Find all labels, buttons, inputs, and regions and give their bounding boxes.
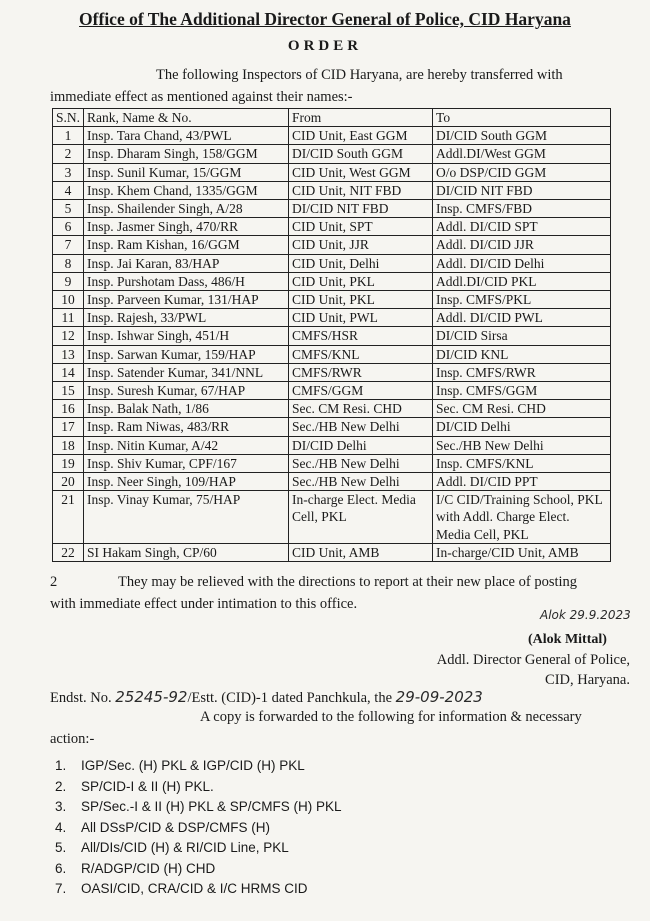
cell-name: Insp. Ram Kishan, 16/GGM xyxy=(84,236,289,254)
cell-from: CID Unit, Delhi xyxy=(289,254,433,272)
table-row xyxy=(53,291,611,309)
cell-to: Addl. DI/CID PPT xyxy=(433,473,611,491)
copy-forward-text xyxy=(50,706,620,750)
cell-to: Addl. DI/CID JJR xyxy=(433,236,611,254)
paragraph-number: 2 xyxy=(50,574,58,590)
table-row xyxy=(53,272,611,290)
cell-name: Insp. Jai Karan, 83/HAP xyxy=(84,254,289,272)
cell-name: Insp. Vinay Kumar, 75/HAP xyxy=(84,491,289,544)
list-item-number: 5. xyxy=(55,840,67,855)
office-title: Office of The Additional Director General of Police, CID Haryana xyxy=(79,9,571,29)
table-row xyxy=(53,543,611,561)
list-item xyxy=(55,879,342,900)
list-item xyxy=(55,756,342,777)
cell-to: Addl. DI/CID Delhi xyxy=(433,254,611,272)
signatory-designation xyxy=(0,650,630,690)
list-item xyxy=(55,818,342,839)
cell-sn: 1 xyxy=(53,127,84,145)
table-row xyxy=(53,181,611,199)
list-item-number: 2. xyxy=(55,778,67,794)
copy-line-1: A copy is forwarded to the following for information & necessary xyxy=(200,709,582,725)
cell-to: DI/CID South GGM xyxy=(433,127,611,145)
cell-from: CID Unit, East GGM xyxy=(289,127,433,145)
cell-name: Insp. Rajesh, 33/PWL xyxy=(84,309,289,327)
cell-from: CID Unit, JJR xyxy=(289,236,433,254)
cell-sn: 20 xyxy=(53,473,84,491)
table-row xyxy=(53,200,611,218)
designation-line-2: CID, Haryana. xyxy=(545,672,630,688)
table-row xyxy=(53,309,611,327)
header-sn: S.N. xyxy=(53,109,84,127)
cell-sn: 4 xyxy=(53,181,84,199)
cell-sn: 18 xyxy=(53,436,84,454)
table-row xyxy=(53,145,611,163)
cell-name: Insp. Purshotam Dass, 486/H xyxy=(84,272,289,290)
cell-from: CID Unit, NIT FBD xyxy=(289,181,433,199)
cell-from: In-charge Elect. Media Cell, PKL xyxy=(289,491,433,544)
cell-to: Sec./HB New Delhi xyxy=(433,436,611,454)
cell-to: DI/CID KNL xyxy=(433,345,611,363)
cell-from: CID Unit, PKL xyxy=(289,291,433,309)
cell-name: SI Hakam Singh, CP/60 xyxy=(84,543,289,561)
cell-from: DI/CID NIT FBD xyxy=(289,200,433,218)
cell-name: Insp. Suresh Kumar, 67/HAP xyxy=(84,382,289,400)
header-from: From xyxy=(289,109,433,127)
cell-to: Insp. CMFS/GGM xyxy=(433,382,611,400)
list-item-number: 1. xyxy=(55,758,67,773)
transfer-table xyxy=(52,108,611,562)
cell-to: Insp. CMFS/RWR xyxy=(433,363,611,381)
list-item-text: OASI/CID, CRA/CID & I/C HRMS CID xyxy=(81,881,308,896)
table-row xyxy=(53,436,611,454)
endorsement-line xyxy=(50,688,483,707)
cell-sn: 12 xyxy=(53,327,84,345)
cell-name: Insp. Ram Niwas, 483/RR xyxy=(84,418,289,436)
table-row xyxy=(53,127,611,145)
cell-to: Addl.DI/West GGM xyxy=(433,145,611,163)
table-row xyxy=(53,400,611,418)
intro-line-2: immediate effect as mentioned against their names:- xyxy=(50,89,353,105)
cell-from: CID Unit, PWL xyxy=(289,309,433,327)
cell-to: DI/CID NIT FBD xyxy=(433,181,611,199)
cell-name: Insp. Balak Nath, 1/86 xyxy=(84,400,289,418)
cell-to: I/C CID/Training School, PKL with Addl. Charge Elect. Media Cell, PKL xyxy=(433,491,611,544)
cell-to: In-charge/CID Unit, AMB xyxy=(433,543,611,561)
cell-from: CMFS/GGM xyxy=(289,382,433,400)
list-item-text: SP/CID-I & II (H) PKL. xyxy=(81,778,214,794)
cell-to: O/o DSP/CID GGM xyxy=(433,163,611,181)
cell-sn: 16 xyxy=(53,400,84,418)
cell-to: Addl. DI/CID SPT xyxy=(433,218,611,236)
cell-from: CID Unit, AMB xyxy=(289,543,433,561)
list-item-number: 3. xyxy=(55,799,67,814)
cell-from: CMFS/KNL xyxy=(289,345,433,363)
cell-to: Insp. CMFS/PKL xyxy=(433,291,611,309)
copy-line-2: action:- xyxy=(50,731,95,747)
cell-name: Insp. Sunil Kumar, 15/GGM xyxy=(84,163,289,181)
cell-from: CID Unit, PKL xyxy=(289,272,433,290)
endorsement-date: 29-09-2023 xyxy=(395,688,483,706)
cell-from: Sec./HB New Delhi xyxy=(289,473,433,491)
cell-sn: 2 xyxy=(53,145,84,163)
cell-sn: 17 xyxy=(53,418,84,436)
cell-sn: 3 xyxy=(53,163,84,181)
designation-line-1: Addl. Director General of Police, xyxy=(436,652,630,668)
list-item-number: 4. xyxy=(55,819,67,835)
list-item xyxy=(55,859,342,880)
cell-sn: 11 xyxy=(53,309,84,327)
table-row xyxy=(53,345,611,363)
list-item xyxy=(55,797,342,818)
paragraph-2-line-2: with immediate effect under intimation to this office. xyxy=(50,596,358,612)
cell-name: Insp. Neer Singh, 109/HAP xyxy=(84,473,289,491)
table-row xyxy=(53,382,611,400)
table-row xyxy=(53,454,611,472)
list-item-number: 7. xyxy=(55,881,67,896)
cell-from: CMFS/HSR xyxy=(289,327,433,345)
cell-from: DI/CID Delhi xyxy=(289,436,433,454)
cell-sn: 15 xyxy=(53,382,84,400)
cell-sn: 14 xyxy=(53,363,84,381)
cell-sn: 7 xyxy=(53,236,84,254)
endorsement-number: 25245-92 xyxy=(115,688,188,706)
list-item-text: All DSsP/CID & DSP/CMFS (H) xyxy=(81,819,271,835)
cell-name: Insp. Sarwan Kumar, 159/HAP xyxy=(84,345,289,363)
paragraph-2-line-1: They may be relieved with the directions to report at their new place of posting xyxy=(118,574,578,590)
table-row xyxy=(53,363,611,381)
cell-sn: 9 xyxy=(53,272,84,290)
cell-name: Insp. Shiv Kumar, CPF/167 xyxy=(84,454,289,472)
cell-from: CID Unit, West GGM xyxy=(289,163,433,181)
list-item-text: IGP/Sec. (H) PKL & IGP/CID (H) PKL xyxy=(81,758,305,773)
cell-sn: 22 xyxy=(53,543,84,561)
list-item xyxy=(55,838,342,859)
signatory-name: (Alok Mittal) xyxy=(528,632,607,647)
table-row xyxy=(53,491,611,544)
cell-name: Insp. Khem Chand, 1335/GGM xyxy=(84,181,289,199)
cell-from: Sec. CM Resi. CHD xyxy=(289,400,433,418)
cell-to: Sec. CM Resi. CHD xyxy=(433,400,611,418)
table-row xyxy=(53,418,611,436)
paragraph-2 xyxy=(50,571,620,615)
list-item-number: 6. xyxy=(55,860,67,876)
table-row xyxy=(53,473,611,491)
cell-to: Insp. CMFS/FBD xyxy=(433,200,611,218)
endorsement-prefix: Endst. No. xyxy=(50,690,112,706)
recipient-list xyxy=(55,756,342,900)
list-item xyxy=(55,777,342,798)
table-row xyxy=(53,163,611,181)
cell-to: DI/CID Sirsa xyxy=(433,327,611,345)
cell-sn: 5 xyxy=(53,200,84,218)
cell-to: Addl.DI/CID PKL xyxy=(433,272,611,290)
cell-sn: 13 xyxy=(53,345,84,363)
cell-from: Sec./HB New Delhi xyxy=(289,454,433,472)
cell-to: Insp. CMFS/KNL xyxy=(433,454,611,472)
cell-name: Insp. Nitin Kumar, A/42 xyxy=(84,436,289,454)
list-item-text: SP/Sec.-I & II (H) PKL & SP/CMFS (H) PKL xyxy=(81,799,342,814)
table-row xyxy=(53,327,611,345)
cell-to: Addl. DI/CID PWL xyxy=(433,309,611,327)
list-item-text: All/DIs/CID (H) & RI/CID Line, PKL xyxy=(81,840,289,855)
cell-name: Insp. Shailender Singh, A/28 xyxy=(84,200,289,218)
table-row xyxy=(53,236,611,254)
cell-name: Insp. Dharam Singh, 158/GGM xyxy=(84,145,289,163)
cell-name: Insp. Parveen Kumar, 131/HAP xyxy=(84,291,289,309)
header-name: Rank, Name & No. xyxy=(84,109,289,127)
table-row xyxy=(53,254,611,272)
intro-line-1: The following Inspectors of CID Haryana, are hereby transferred with xyxy=(156,67,563,83)
endorsement-middle: /Estt. (CID)-1 dated Panchkula, the xyxy=(187,690,393,706)
order-heading: ORDER xyxy=(287,38,363,54)
cell-from: Sec./HB New Delhi xyxy=(289,418,433,436)
list-item-text: R/ADGP/CID (H) CHD xyxy=(81,860,216,876)
cell-sn: 10 xyxy=(53,291,84,309)
cell-to: DI/CID Delhi xyxy=(433,418,611,436)
cell-name: Insp. Tara Chand, 43/PWL xyxy=(84,127,289,145)
table-row xyxy=(53,218,611,236)
cell-name: Insp. Ishwar Singh, 451/H xyxy=(84,327,289,345)
intro-paragraph xyxy=(50,64,620,108)
cell-name: Insp. Satender Kumar, 341/NNL xyxy=(84,363,289,381)
cell-from: CID Unit, SPT xyxy=(289,218,433,236)
handwritten-signature: Alok 29.9.2023 xyxy=(540,608,631,622)
table-header-row xyxy=(53,109,611,127)
cell-sn: 6 xyxy=(53,218,84,236)
cell-sn: 21 xyxy=(53,491,84,544)
cell-from: CMFS/RWR xyxy=(289,363,433,381)
cell-name: Insp. Jasmer Singh, 470/RR xyxy=(84,218,289,236)
cell-sn: 19 xyxy=(53,454,84,472)
cell-sn: 8 xyxy=(53,254,84,272)
header-to: To xyxy=(433,109,611,127)
cell-from: DI/CID South GGM xyxy=(289,145,433,163)
